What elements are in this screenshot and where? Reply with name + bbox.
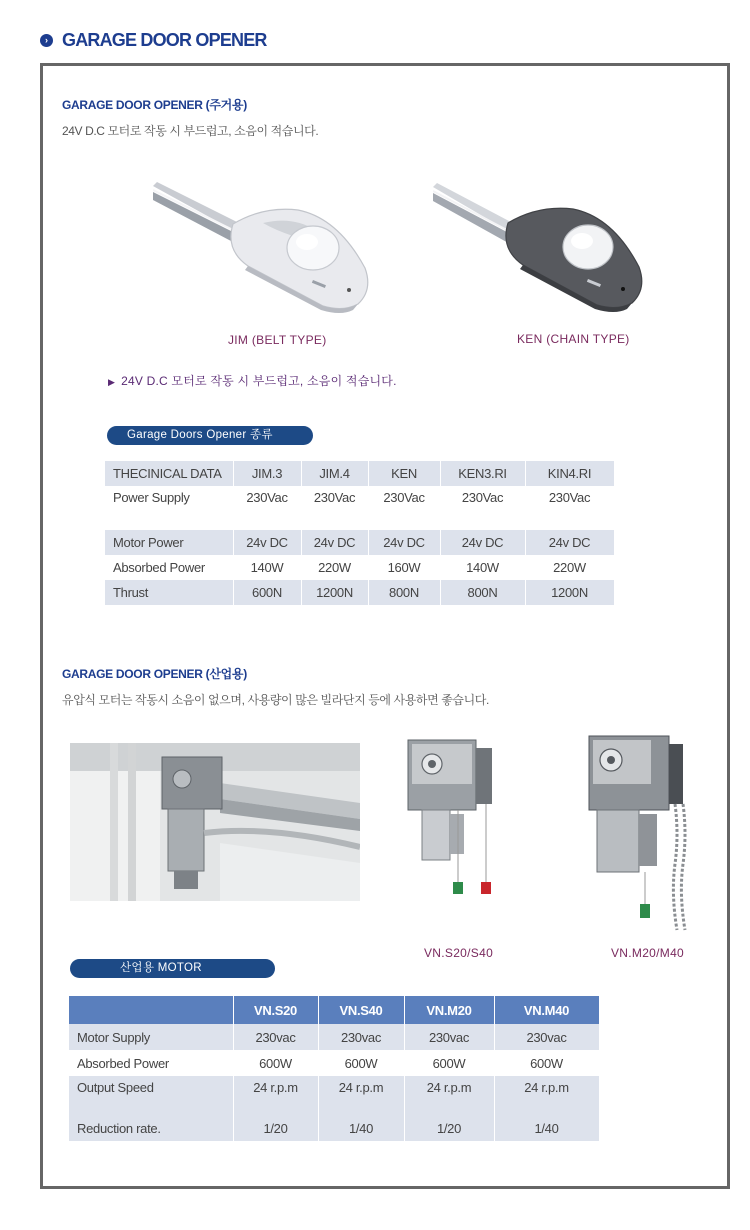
table-cell: Power Supply (105, 486, 233, 530)
table-cell: 24 r.p.m (494, 1076, 599, 1115)
jim-caption: JIM (BELT TYPE) (228, 333, 327, 347)
table-cell: 230Vac (525, 486, 614, 530)
table-cell: 24 r.p.m (404, 1076, 494, 1115)
table-row (105, 580, 614, 605)
industrial-installation-image (70, 743, 360, 901)
table-cell: 1/20 (233, 1115, 318, 1141)
table-cell: KIN4.RI (525, 461, 614, 486)
vn-s20-s40-motor-image (398, 734, 508, 914)
table-cell: 230Vac (301, 486, 368, 530)
table-cell: Motor Power (105, 530, 233, 555)
table-cell: 160W (368, 555, 440, 580)
table-cell: KEN (368, 461, 440, 486)
table-row (105, 555, 614, 580)
table-row (69, 1076, 599, 1115)
table-cell: 230vac (404, 1024, 494, 1050)
table-cell: VN.M20 (404, 996, 494, 1024)
table-cell: 220W (525, 555, 614, 580)
vn-m20-m40-motor-image (583, 734, 693, 934)
table-row (69, 1115, 599, 1141)
table-cell: 1200N (525, 580, 614, 605)
page-title (40, 30, 267, 50)
table-row (105, 530, 614, 555)
table-row (105, 486, 614, 530)
table-cell: 230Vac (440, 486, 525, 530)
table-cell: 220W (301, 555, 368, 580)
chevron-right-icon: › (40, 34, 53, 47)
table-cell: 1/20 (404, 1115, 494, 1141)
table-cell: JIM.3 (233, 461, 301, 486)
ken-caption: KEN (CHAIN TYPE) (517, 332, 630, 346)
content-frame (40, 63, 730, 1189)
residential-spec-table (105, 461, 615, 605)
table-cell: 600W (233, 1050, 318, 1076)
table-cell: 230vac (233, 1024, 318, 1050)
residential-note-text: 24V D.C 모터로 작동 시 부드럽고, 소음이 적습니다. (121, 374, 397, 388)
table-row (69, 1050, 599, 1076)
industrial-description: 유압식 모터는 작동시 소음이 없으며, 사용량이 많은 빌라단지 등에 사용하면 좋습니다. (62, 693, 489, 707)
table-row (69, 1024, 599, 1050)
table-cell: 230vac (318, 1024, 404, 1050)
table-cell: 230Vac (233, 486, 301, 530)
residential-pill-label: Garage Doors Opener 종류 (107, 426, 313, 445)
table-cell: 600W (318, 1050, 404, 1076)
table-header-row (105, 461, 614, 486)
table-cell (69, 996, 233, 1024)
ken-chain-opener-image (433, 181, 648, 321)
table-cell: Motor Supply (69, 1024, 233, 1050)
vn-m-caption: VN.M20/M40 (611, 946, 685, 960)
table-cell: 1/40 (318, 1115, 404, 1141)
table-cell: 1200N (301, 580, 368, 605)
table-cell: 230Vac (368, 486, 440, 530)
table-cell: 24v DC (368, 530, 440, 555)
table-cell: 800N (440, 580, 525, 605)
triangle-right-icon: ▶ (108, 377, 116, 387)
industrial-pill-label: 산업용 MOTOR (70, 959, 275, 978)
table-cell: 1/40 (494, 1115, 599, 1141)
table-header-row (69, 996, 599, 1024)
residential-description: 24V D.C 모터로 작동 시 부드럽고, 소음이 적습니다. (62, 124, 319, 138)
table-cell: VN.S40 (318, 996, 404, 1024)
table-cell: 24v DC (525, 530, 614, 555)
page-title-text: GARAGE DOOR OPENER (62, 29, 267, 50)
table-cell: Thrust (105, 580, 233, 605)
table-cell: 600N (233, 580, 301, 605)
table-cell: 600W (404, 1050, 494, 1076)
table-cell: THECINICAL DATA (105, 461, 233, 486)
table-cell: 24v DC (233, 530, 301, 555)
table-cell: Reduction rate. (69, 1115, 233, 1141)
residential-note (108, 372, 397, 389)
table-cell: KEN3.RI (440, 461, 525, 486)
table-cell: 230vac (494, 1024, 599, 1050)
table-cell: Absorbed Power (105, 555, 233, 580)
table-cell: JIM.4 (301, 461, 368, 486)
table-cell: 140W (440, 555, 525, 580)
jim-belt-opener-image (153, 178, 373, 318)
table-cell: VN.M40 (494, 996, 599, 1024)
industrial-spec-table (69, 996, 600, 1141)
table-cell: Absorbed Power (69, 1050, 233, 1076)
table-cell: 24v DC (440, 530, 525, 555)
table-cell: 24 r.p.m (318, 1076, 404, 1115)
table-cell: 800N (368, 580, 440, 605)
table-cell: 24 r.p.m (233, 1076, 318, 1115)
table-cell: VN.S20 (233, 996, 318, 1024)
industrial-heading: GARAGE DOOR OPENER (산업용) (62, 667, 247, 681)
table-cell: Output Speed (69, 1076, 233, 1115)
table-cell: 24v DC (301, 530, 368, 555)
residential-heading: GARAGE DOOR OPENER (주거용) (62, 98, 247, 112)
table-cell: 140W (233, 555, 301, 580)
table-cell: 600W (494, 1050, 599, 1076)
vn-s-caption: VN.S20/S40 (424, 946, 494, 960)
